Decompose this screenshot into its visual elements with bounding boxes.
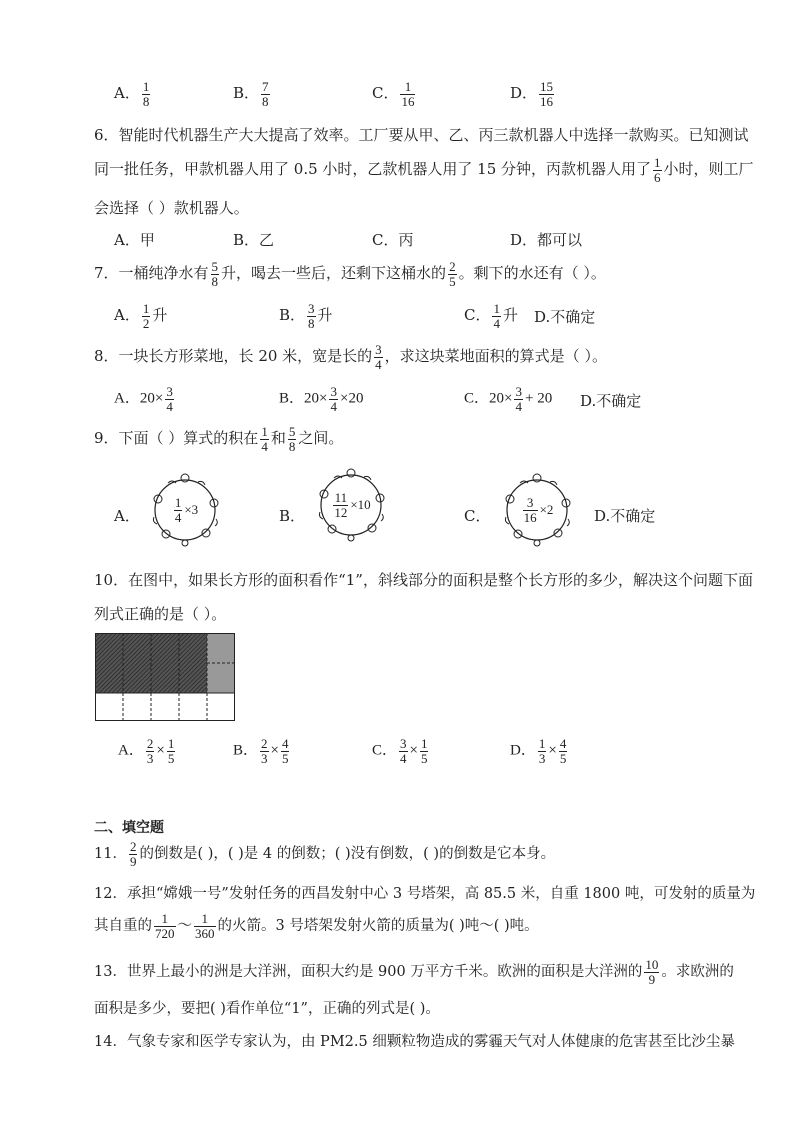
q10-line-2: 列式正确的是（ ）。 [94,605,227,623]
q6-option-a[interactable]: A．甲 [114,231,155,249]
fraction: $\frac{3}{16}$ [523,494,537,525]
q13-line-1: 13．世界上最小的洲是大洋洲，面积大约是 900 万平方千米。欧洲的面积是大洋洲的 $\frac{10}{9}$ 。求欧洲的 [94,957,734,987]
q9-option-a-wreath[interactable] [146,471,224,549]
fraction: $\frac{1}{8}$ [142,79,150,109]
q8-option-a[interactable]: A．20× $\frac{3}{4}$ [114,384,173,414]
fraction: $\frac{15}{16}$ [540,79,554,109]
fraction: $\frac{3}{4}$ [515,384,522,414]
q8-stem: 8．一块长方形菜地，长 20 米，宽是长的 $\frac{3}{4}$ ，求这块菜地面积的算式是（ ）。 [94,342,607,372]
q9-option-c-letter[interactable]: C． [464,507,491,525]
q9-option-c-wreath[interactable] [498,471,576,549]
q5-option-d[interactable]: D． $\frac{15}{16}$ [510,79,554,109]
q5-option-c[interactable]: C． $\frac{1}{16}$ [372,79,415,109]
fraction: $\frac{1}{5}$ [167,736,175,766]
fraction: $\frac{1}{4}$ [493,301,500,331]
q7-option-a[interactable]: A． $\frac{1}{2}$ 升 [114,301,168,331]
q12-line-2: 其自重的 $\frac{1}{720}$ ～ $\frac{1}{360}$ 的火箭。3 号塔架发射火箭的质量为( )吨～( )吨。 [94,911,539,941]
section-heading: 二、填空题 [94,820,164,836]
q6-option-b[interactable]: B．乙 [233,231,275,249]
q8-option-b[interactable]: B．20× $\frac{3}{4}$ ×20 [279,384,364,414]
fraction: $\frac{3}{4}$ [400,736,407,766]
shaded-rectangle-diagram [95,633,235,721]
fraction: $\frac{4}{5}$ [559,736,567,766]
fraction: $\frac{2}{9}$ [129,839,137,869]
fraction: $\frac{4}{5}$ [281,736,289,766]
fraction: $\frac{1}{6}$ [654,155,661,185]
fraction: $\frac{1}{16}$ [401,79,415,109]
q7-option-d[interactable]: D.不确定 [534,308,596,326]
fraction: $\frac{1}{4}$ [174,494,182,525]
q9-stem: 9．下面（ ）算式的积在 $\frac{1}{4}$ 和 $\frac{5}{8}$ 之间。 [94,424,344,454]
fraction: $\frac{11}{12}$ [334,489,348,520]
q9-option-c-expr: $\frac{3}{16}$ ×2 [523,494,554,525]
fraction: $\frac{3}{8}$ [308,301,315,331]
q6-line-1: 6．智能时代机器生产大大提高了效率。工厂要从甲、乙、丙三款机器人中选择一款购买。已知测试 [94,126,749,144]
fraction: $\frac{5}{8}$ [211,259,219,289]
q6-option-c[interactable]: C．丙 [372,231,414,249]
fraction: $\frac{10}{9}$ [645,957,659,987]
q9-option-a-expr: $\frac{1}{4}$ ×3 [174,494,199,525]
fraction: $\frac{1}{3}$ [538,736,546,766]
fraction: $\frac{1}{5}$ [420,736,428,766]
q10-option-c[interactable]: C． $\frac{3}{4}$ × $\frac{1}{5}$ [372,736,428,766]
q10-option-a[interactable]: A． $\frac{2}{3}$ × $\frac{1}{5}$ [118,736,175,766]
fraction: $\frac{2}{3}$ [146,736,154,766]
q8-option-c[interactable]: C．20× $\frac{3}{4}$ + 20 [464,384,553,414]
fraction: $\frac{3}{4}$ [375,342,382,372]
q5-option-b[interactable]: B． $\frac{7}{8}$ [233,79,269,109]
q8-option-d[interactable]: D.不确定 [580,392,642,410]
fraction: $\frac{2}{3}$ [261,736,268,766]
fraction: $\frac{7}{8}$ [262,79,269,109]
q10-option-d[interactable]: D． $\frac{1}{3}$ × $\frac{4}{5}$ [510,736,567,766]
q9-option-b-wreath[interactable] [312,466,390,544]
q7-option-c[interactable]: C． $\frac{1}{4}$ 升 [464,301,518,331]
q10-line-1: 10．在图中，如果长方形的面积看作“1”，斜线部分的面积是整个长方形的多少，解决这个问题下面 [94,571,753,589]
fraction: $\frac{1}{720}$ [155,911,175,941]
q6-line-2: 同一批任务，甲款机器人用了 0.5 小时，乙款机器人用了 15 分钟，丙款机器人用了 $\frac{1}{6}$ 小时，则工厂 [94,155,754,185]
fraction: $\frac{1}{4}$ [261,424,268,454]
q13-line-2: 面积是多少，要把( )看作单位“1”，正确的列式是( )。 [94,1001,440,1017]
fraction: $\frac{5}{8}$ [288,424,296,454]
q9-option-b-expr: $\frac{11}{12}$ ×10 [334,489,371,520]
q12-line-1: 12．承担“嫦娥一号”发射任务的西昌发射中心 3 号塔架，高 85.5 米，自重 1800 吨，可发射的质量为 [94,886,756,902]
fraction: $\frac{1}{2}$ [142,301,150,331]
fraction: $\frac{3}{4}$ [330,384,337,414]
q7-option-b[interactable]: B． $\frac{3}{8}$ 升 [279,301,333,331]
fraction: $\frac{1}{360}$ [195,911,215,941]
q7-stem: 7．一桶纯净水有 $\frac{5}{8}$ 升，喝去一些后，还剩下这桶水的 $\frac{2}{5}$ 。剩下的水还有（ ）。 [94,259,606,289]
q6-option-d[interactable]: D．都可以 [510,231,583,249]
q14-line-1: 14．气象专家和医学专家认为，由 PM2.5 细颗粒物造成的雾霾天气对人体健康的危害甚至比沙尘暴 [94,1034,735,1050]
q6-line-3: 会选择（ ）款机器人。 [94,199,249,217]
q9-option-a-letter[interactable]: A． [114,507,140,525]
fraction: $\frac{2}{5}$ [449,259,456,289]
q5-option-a[interactable]: A． $\frac{1}{8}$ [114,79,150,109]
q9-option-d[interactable]: D.不确定 [594,507,656,525]
q9-option-b-letter[interactable]: B． [279,507,306,525]
fraction: $\frac{3}{4}$ [166,384,173,414]
q10-option-b[interactable]: B． $\frac{2}{3}$ × $\frac{4}{5}$ [233,736,289,766]
q11-line: 11． $\frac{2}{9}$ 的倒数是( )，( )是 4 的倒数；( )没有倒数，( )的倒数是它本身。 [94,839,556,869]
